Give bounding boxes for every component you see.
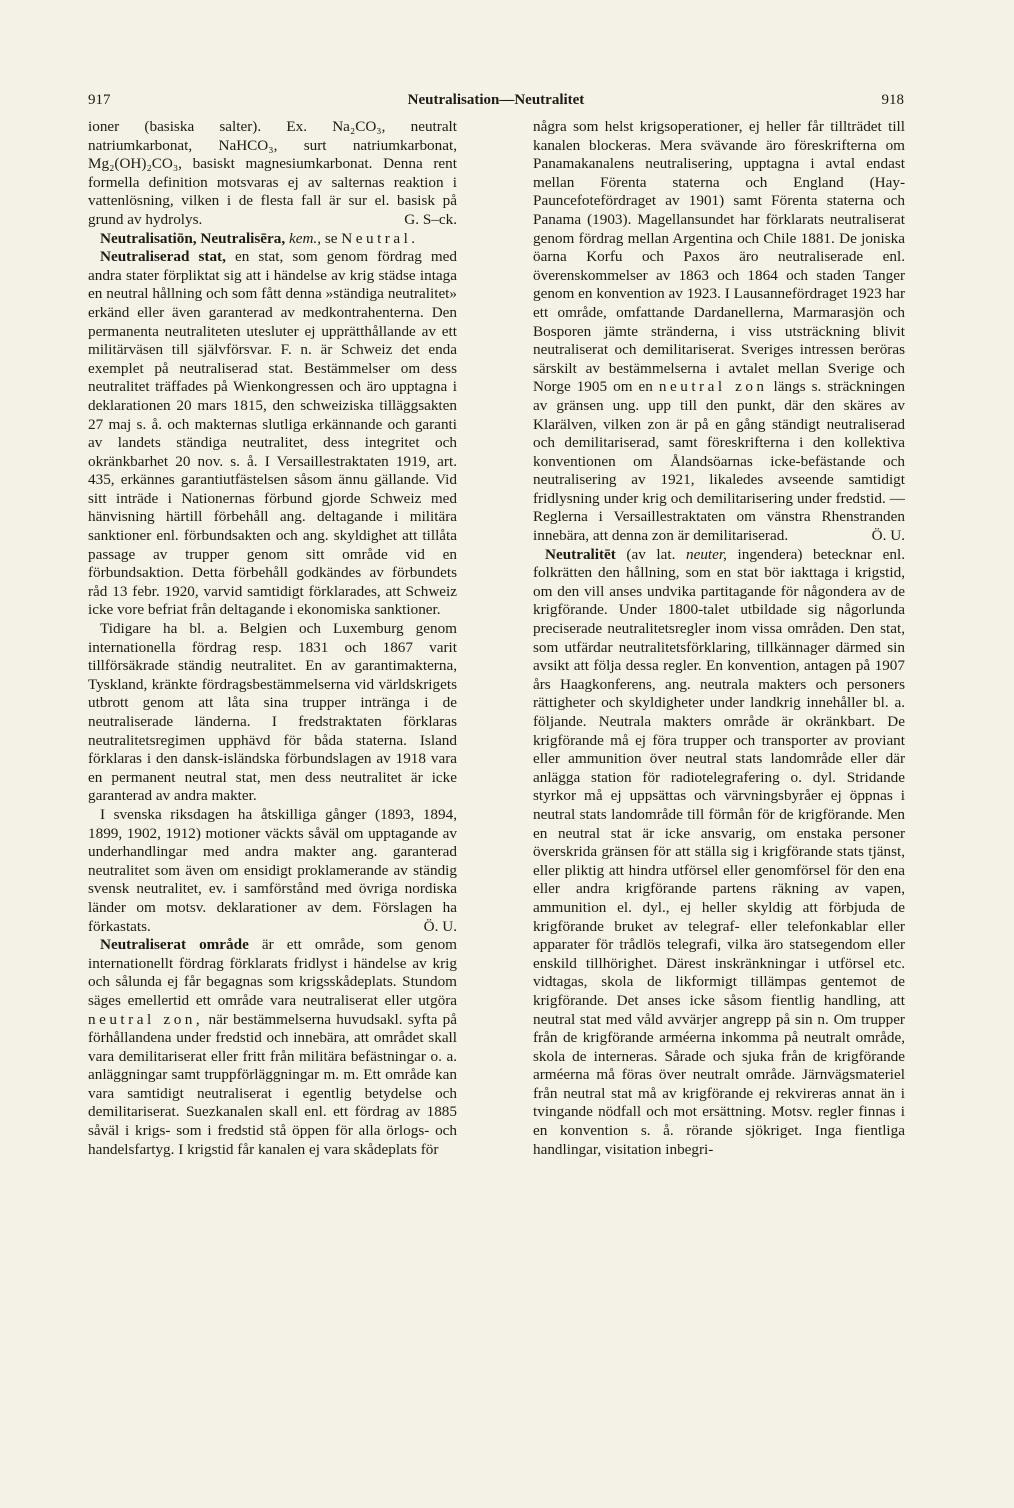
page-number-left: 917 <box>88 92 111 108</box>
entry-neutralisation <box>88 230 457 249</box>
entry-text: , se <box>317 229 338 247</box>
right-column <box>533 118 905 1159</box>
entry-text: när bestämmelserna huvudsakl. syfta på förhållandena under fredstid och innebära, att området skall vara demilitariserat eller fritt från militära befästningar o. a. anläggningar samt truppförläggningar m. m. Ett område kan vara samtidigt neutraliserat i egentlig betydelse och demilitariserat. Suezkanalen skall enl. ett fördrag av 1885 såväl i krigs- som i fredstid stå öppen för alla örlogs- och handelsfartyg. I krigstid får kanalen ej vara skådeplats för <box>88 1010 457 1158</box>
entry-text: en stat, som genom fördrag med andra stater förpliktat sig att i händelse av krig städse intaga en neutral hållning och som fått denna »ständiga neutralitet» erkänd eller även garanterad av medkontrahenterna. Den permanenta neutraliteten utesluter ej upprätthållande av ett militärväsen till självförsvar. F. n. är Schweiz det enda exemplet på neutraliserad stat. Bestämmelser om dess neutralitet träffades på Wienkongressen och äro upptagna i deklarationen 20 mars 1815, den schweiziska tilläggsakten 27 maj s. å. och makternas slutliga erkännande och garanti av landets ständiga neutralitet, dess integritet och okränkbarhet 20 nov. s. å. I Versaillestraktaten 1919, art. 435, erkännes garantiutfästelsen såsom ännu gällande. Vid sitt inträde i Nationernas förbund gjorde Schweiz med hänvisning härtill förbehåll ang. deltagande i militära sanktioner enl. förbundsakten och ang. skyldighet att tillåta passage av trupper genom sitt område vid en förbundsaktion. Detta förbehåll godkändes av förbundets råd 13 febr. 1920, varvid samtidigt förklarades, att Schweiz icke vore befriat från deltagande i ekonomiska sanktioner. <box>88 248 457 619</box>
entry-neutraliserat-omrade-continued <box>533 118 905 546</box>
entry-text: några som helst krigsoperationer, ej heller får tillträdet till kanalen blockeras. Mera svävande äro föreskrifterna om Panamakanalens neutralisering, upptagna i avtal endast mellan Förenta staterna och England (Hay-Pauncefotefördraget av 1901) samt Förenta staterna och Panama (1903). Magellansundet har förklarats neutraliserat genom fördrag mellan Argentina och Chile 1881. De joniska öarna Korfu och Paxos äro neutraliserade enl. överenskommelser av 1863 och 1864 och staden Tanger genom en konvention av 1923. I Lausannefördraget 1923 har ett område, omfattande Dardanellerna, Marmarasjön och Bosporen jämte stränderna, i viss utsträckning blivit neutraliserat och demilitariserat. Sveriges intressen beröras särskilt av bestämmelserna i avtalet mellan Sverige och Norge 1905 om en <box>533 118 905 396</box>
entry-headword: Neutralisatiōn, Neutralisēra, <box>100 229 286 247</box>
running-title: Neutralisation—Neutralitet <box>407 92 585 108</box>
entry-text: ingendera) betecknar enl. folkrätten den hållning, som en stat bör iakttaga i krigstid, om den vill anses undvika partitagande för någondera av de krigförande. Under 1800-talet utbildade sig någorlunda preciserade neutralitetsregler inom vissa områden. Den stat, som utfärdar neutralitetsförklaring, tillkännager därmed sin avsikt att följa dessa regler. En konvention, antagen på 1907 års Haagkonferens, ang. neutrala makters och personers rättigheter och skyldigheter under landkrig innehåller bl. a. följande. Neutrala makters område är okränkbart. De krigförande må ej föra trupper och transporter av proviant eller ammunition över neutral stats landområde eller där anlägga station för radiotelegrafering o. dyl. Stridande styrkor må ej uppsättas och värvningsbyråer ej öppnas i neutral stats landområde till förmån för de krigförande. Men en neutral stat är icke ansvarig, om enstaka personer överskrida gränsen för att ställa sig i krigförande stats tjänst, eller pliktig att hindra utförsel eller genomförsel för den ena eller andra krigförande partens räkning av vapen, ammunition el. dyl., ej heller skyldig att förbjuda de krigförande bruket av telegraf- eller telefonkablar eller apparater för trådlös telegrafi, vilka äro statsegendom eller enskild tillhörighet. Därest inskränkningar i utförsel etc. vidtagas, skola de likformigt tillämpas gentemot de krigförande. Det anses icke såsom fientlig handling, att neutral stat med våld avvärjer angrepp på sin n. Om trupper från de krigförande arméerna inkomma på neutralt område, skola de interneras. Sårade och sjuka från de krigförande arméerna må föras över neutralt område. Järnvägsmateriel från neutral stat må av krigförande ej rekvireras annat än i tvingande nödfall och mot ersättning. Motsv. regler finnas i en konvention s. å. rörande sjökriget. Inga fientliga handlingar, visitation inbegri- <box>533 545 906 1158</box>
entry-text: är ett område, som genom internationellt fördrag förklarats fridlyst i händelse av krig och sålunda ej får begagnas som krigsskådeplats. Stundom säges emellertid ett område vara neutraliserat eller utgöra <box>88 936 457 1009</box>
entry-headword: Neutralitēt <box>545 545 616 563</box>
entry-neutraliserad-stat <box>88 248 457 620</box>
page-header <box>88 92 904 112</box>
entry-text: (av lat. <box>615 545 686 563</box>
left-column <box>88 118 457 1159</box>
entry-neutralisation-continued <box>88 118 457 230</box>
spaced-term: neutral zon <box>658 378 768 396</box>
entry-headword: Neutraliserat område <box>100 936 249 954</box>
latin-word: neuter, <box>686 545 727 563</box>
entry-text: längs s. sträckningen av gränsen ung. upp till den punkt, där den skäres av Klarälven, vilken zon är på en gång ständigt neutraliserad och demilitariserad, samt föreskrifterna i den kollektiva konventionen om Ålandsöarnas icke-befästande och neutralisering av 1921, likaledes avseende samtidigt fridlysning under krig och demilitarisering under fredstid. — Reglerna i Versaillestraktaten om vänstra Rhenstranden innebära, att denna zon är demilitariserad. <box>533 378 905 545</box>
paragraph <box>88 806 457 936</box>
entry-headword: Neutraliserad stat, <box>100 248 226 266</box>
author-signature: G. S–ck. <box>404 210 457 228</box>
entry-neutraliserat-omrade <box>88 936 457 1159</box>
entry-text: ioner (basiska salter). Ex. Na₂CO₃, neutralt natriumkarbonat, NaHCO₃, surt natriumkarbonat, Mg₂(OH)₂CO₃, basiskt magnesiumkarbonat. Denna rent formella definition motsvaras ej av salternas reaktion i vattenlösning, vilken i de flesta fall är sur el. basisk på grund av hydrolys. <box>88 118 457 228</box>
entry-neutralitet <box>533 546 905 1160</box>
entry-text: Tidigare ha bl. a. Belgien och Luxemburg genom internationella fördrag resp. 1831 och 1867 varit tillförsäkrade ständig neutralitet. En av garantimakterna, Tyskland, kränkte fördragsbestämmelserna vid världskrigets utbrott genom att låta sina trupper intränga i de neutraliserade länderna. I fredstraktaten förklaras neutralitetsregimen upphävd för båda staterna. Island förklaras i den dansk-isländska förbundslagen av 1918 vara en permanent neutral stat, men dess neutralitet är icke garanterad av andra makter. <box>88 620 457 805</box>
page-number-right: 918 <box>881 92 904 108</box>
paragraph <box>88 620 457 806</box>
spaced-term: neutral zon, <box>88 1010 204 1028</box>
author-signature: Ö. U. <box>871 527 905 545</box>
entry-text: I svenska riksdagen ha åtskilliga gånger (1893, 1894, 1899, 1902, 1912) motioner väckts såväl om upptagande av underhandlingar med andra makter ang. garanterad neutralitet som även om ensidigt proklamerande av ständig svensk neutralitet, ev. i samförstånd med övriga nordiska länder om motsv. deklarationer av dem. Förslagen ha förkastats. <box>88 805 457 935</box>
entry-field-abbr: kem. <box>288 229 318 247</box>
cross-reference: Neutral. <box>341 229 419 247</box>
author-signature: Ö. U. <box>423 917 457 935</box>
